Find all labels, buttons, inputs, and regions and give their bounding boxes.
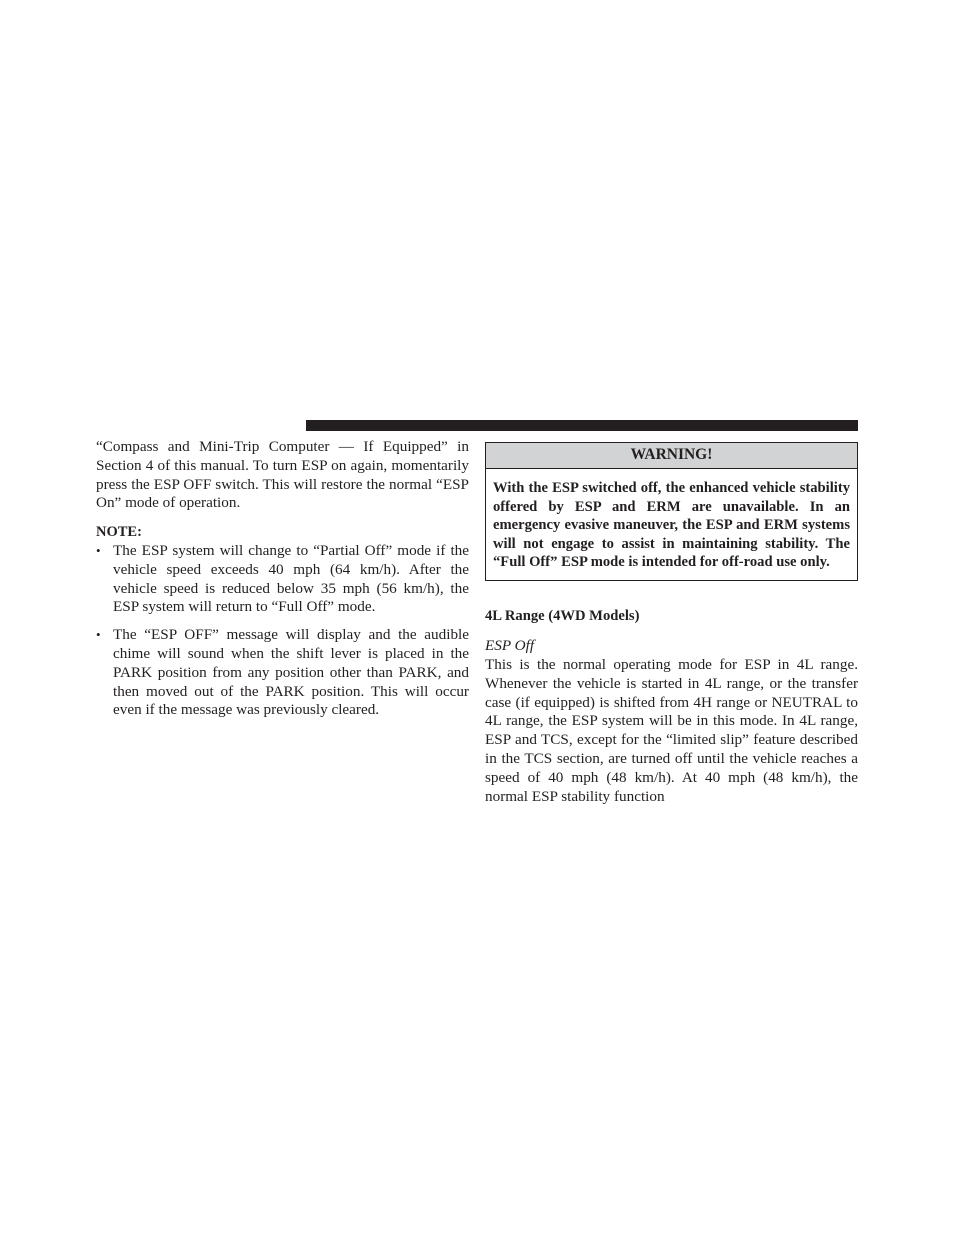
mode-paragraph: This is the normal operating mode for ESP in 4L range. Whenever the vehicle is started in 4L range, or the transfer case (if equipped) is shifted from 4H range or NEUTRAL to 4L range, the ESP system will be in this mode. In 4L range, ESP and TCS, except for the “limited slip” feature described in the TCS section, are turned off until the vehicle reaches a speed of 40 mph (48 km/h). At 40 mph (48 km/h), the normal ESP stability function <box>485 656 858 805</box>
mode-heading: ESP Off <box>485 637 535 654</box>
note-bullet-list <box>96 542 469 720</box>
left-column <box>96 438 469 729</box>
section-header-bar <box>306 420 858 431</box>
bullet-icon: • <box>96 627 101 643</box>
bullet-icon: • <box>96 542 101 558</box>
note-bullet-item <box>96 626 469 720</box>
note-label: NOTE: <box>96 524 142 541</box>
section-subheading: 4L Range (4WD Models) <box>485 608 640 624</box>
intro-paragraph: “Compass and Mini-Trip Computer — If Equipped” in Section 4 of this manual. To turn ESP on again, momentarily press the ESP OFF switch. This will restore the normal “ESP On” mode of operation. <box>96 438 469 512</box>
right-column <box>485 606 858 806</box>
warning-title: WARNING! <box>486 443 857 469</box>
note-bullet-text: The “ESP OFF” message will display and the audible chime will sound when the shift lever is placed in the PARK position from any position other than PARK, and then moved out of the PARK position. This will occur even if the message was previously cleared. <box>113 626 469 719</box>
note-bullet-text: The ESP system will change to “Partial Off” mode if the vehicle speed exceeds 40 mph (64 km/h). After the vehicle speed is reduced below 35 mph (56 km/h), the ESP system will return to “Full Off” mode. <box>113 541 469 616</box>
warning-box <box>485 442 858 581</box>
note-bullet-item <box>96 542 469 617</box>
warning-body: With the ESP switched off, the enhanced vehicle stability offered by ESP and ERM are unavailable. In an emergency evasive maneuver, the ESP and ERM systems will not engage to assist in maintaining stability. The “Full Off” ESP mode is intended for off-road use only. <box>493 480 850 571</box>
